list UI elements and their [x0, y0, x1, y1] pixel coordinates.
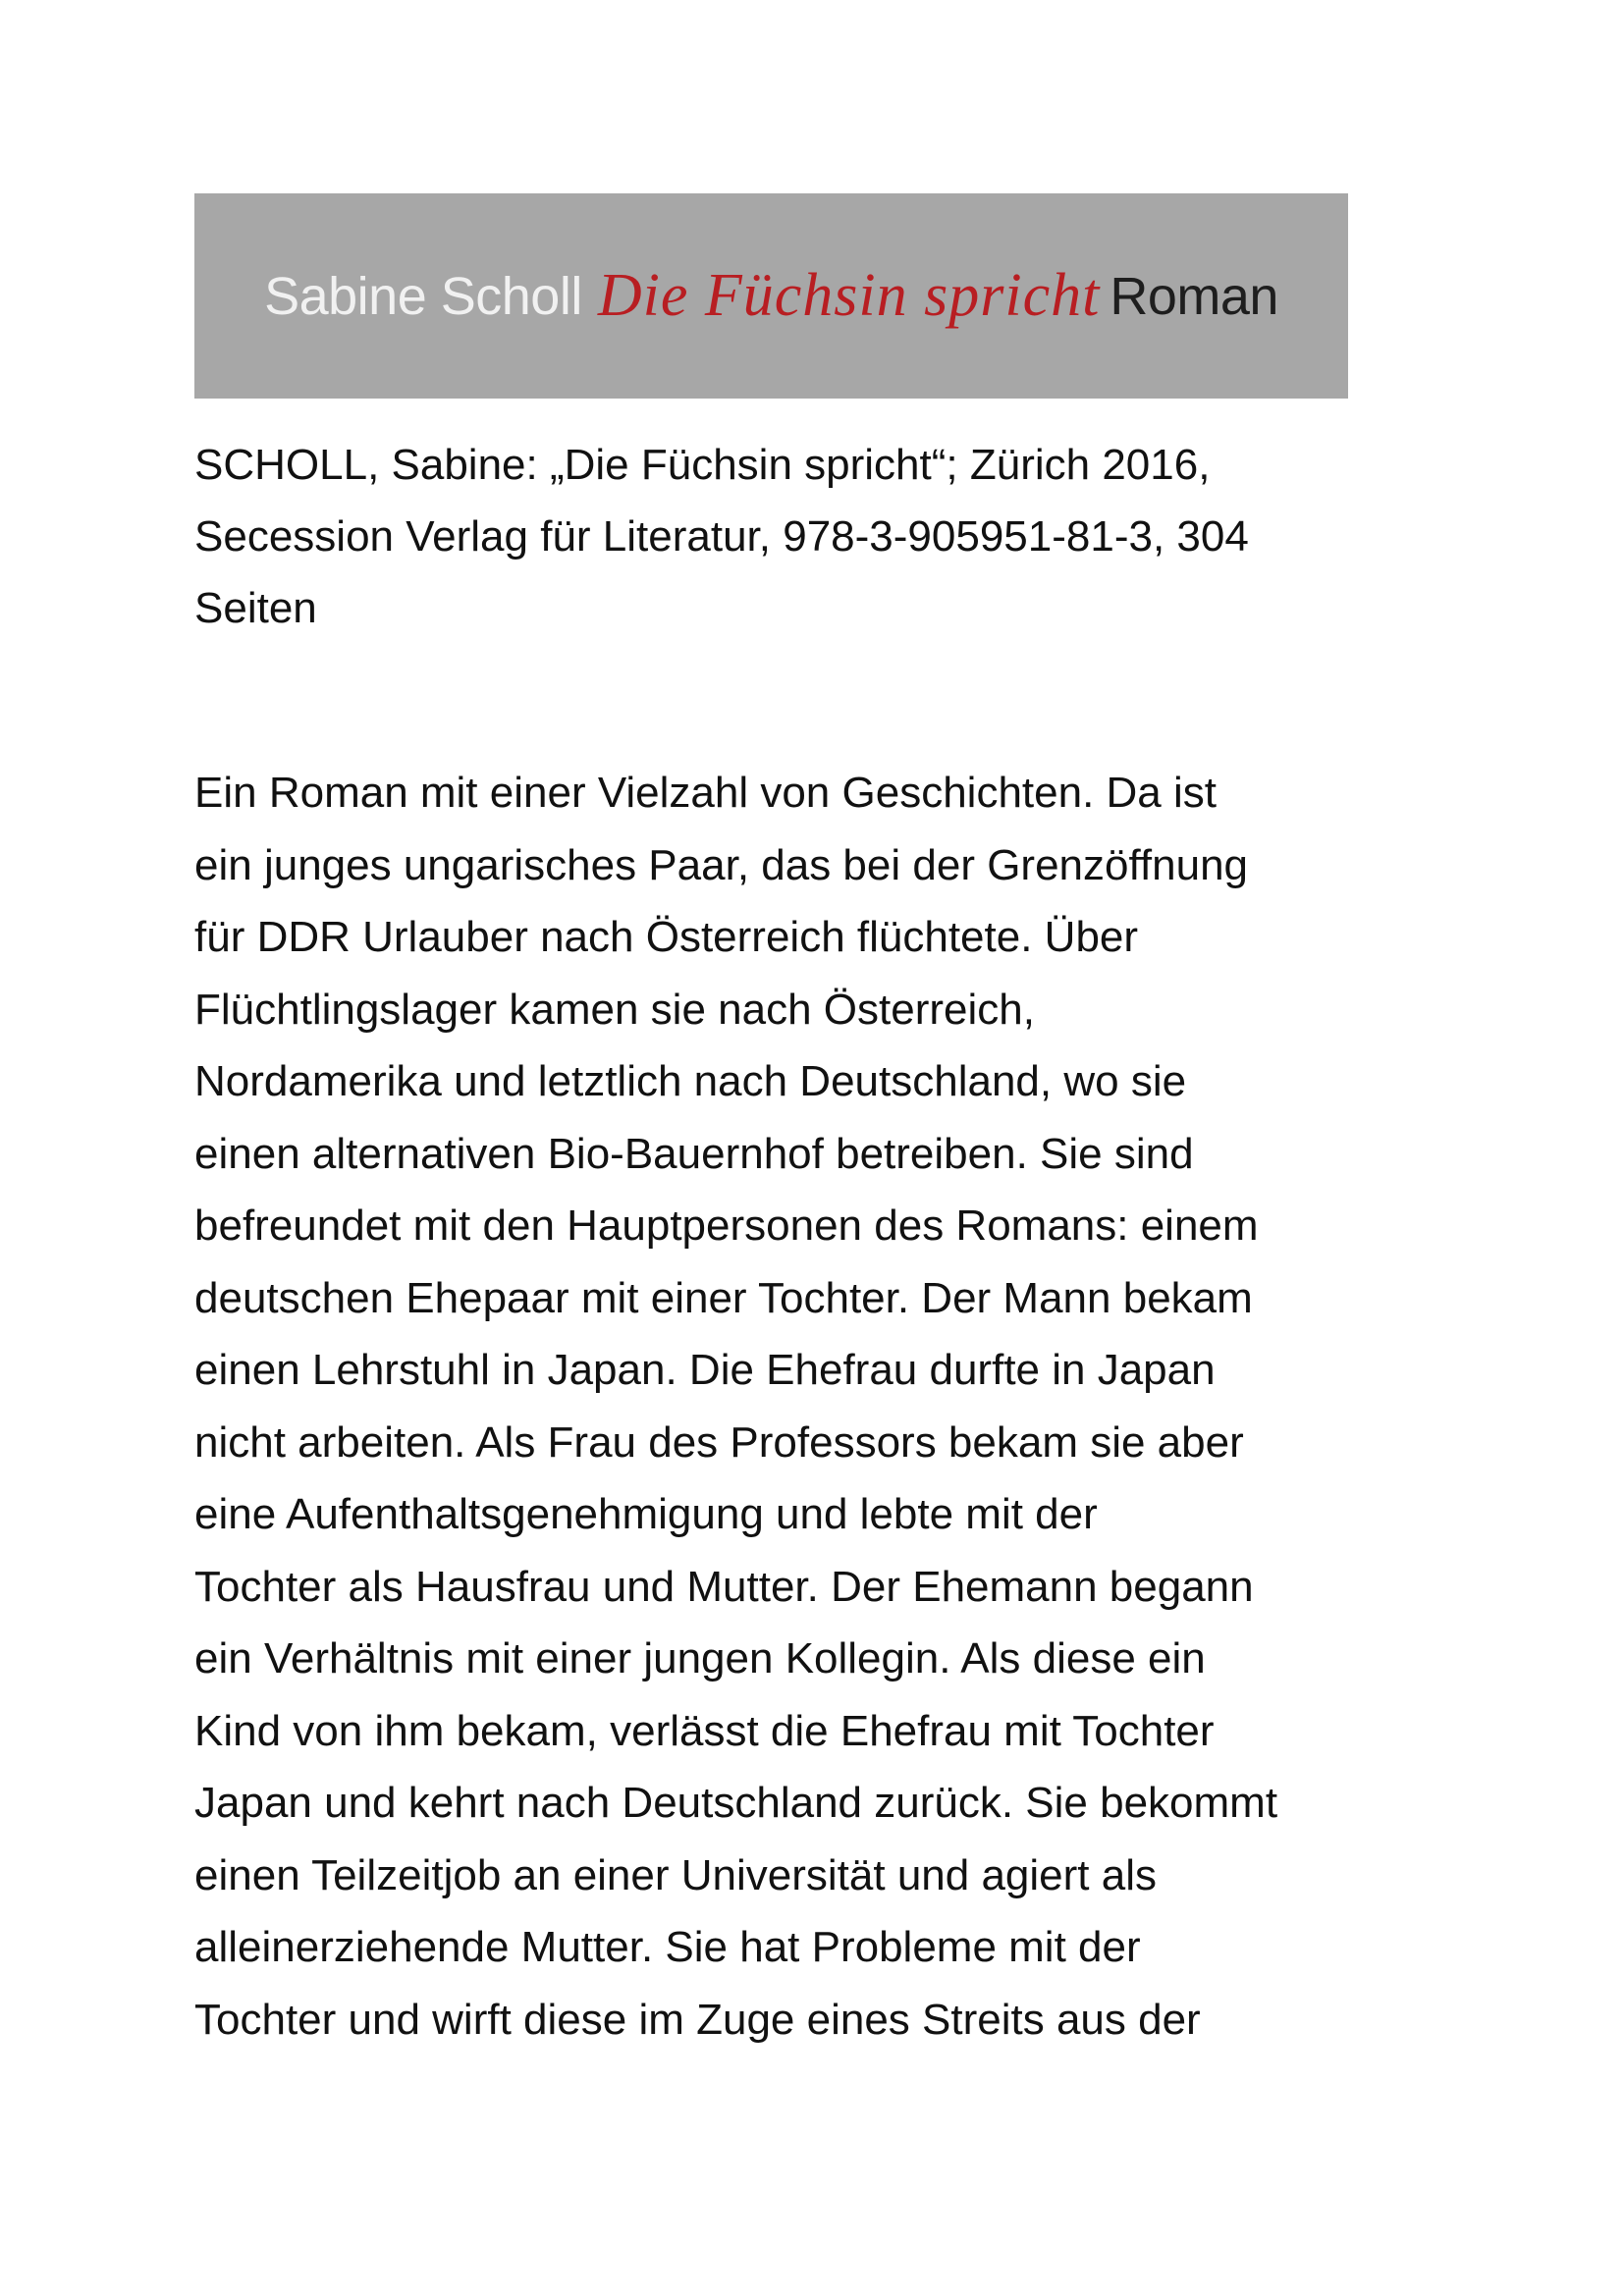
- citation-line: Seiten: [194, 584, 317, 632]
- review-line: ein junges ungarisches Paar, das bei der Grenzöffnung: [194, 840, 1249, 889]
- review-line: einen Lehrstuhl in Japan. Die Ehefrau durfte in Japan: [194, 1346, 1216, 1394]
- bibliographic-citation: [194, 429, 1471, 644]
- review-line: einen Teilzeitjob an einer Universität und agiert als: [194, 1850, 1157, 1899]
- citation-line: Secession Verlag für Literatur, 978-3-905951-81-3, 304: [194, 512, 1249, 561]
- review-line: deutschen Ehepaar mit einer Tochter. Der Mann bekam: [194, 1273, 1253, 1322]
- review-line: Tochter als Hausfrau und Mutter. Der Ehemann begann: [194, 1562, 1254, 1611]
- banner-author: Sabine Scholl: [264, 266, 582, 326]
- review-line: befreundet mit den Hauptpersonen des Romans: einem: [194, 1201, 1259, 1250]
- review-line: Tochter und wirft diese im Zuge eines Streits aus der: [194, 1995, 1201, 2044]
- book-cover-banner: [194, 193, 1348, 399]
- review-line: Flüchtlingslager kamen sie nach Österreich,: [194, 985, 1035, 1034]
- review-line: einen alternativen Bio-Bauernhof betreiben. Sie sind: [194, 1129, 1194, 1178]
- review-line: Kind von ihm bekam, verlässt die Ehefrau mit Tochter: [194, 1706, 1215, 1755]
- citation-line: SCHOLL, Sabine: „Die Füchsin spricht“; Zürich 2016,: [194, 441, 1211, 489]
- review-line: nicht arbeiten. Als Frau des Professors bekam sie aber: [194, 1417, 1244, 1467]
- review-line: Ein Roman mit einer Vielzahl von Geschichten. Da ist: [194, 769, 1218, 817]
- review-line: ein Verhältnis mit einer jungen Kollegin. Als diese ein: [194, 1634, 1206, 1682]
- review-line: alleinerziehende Mutter. Sie hat Probleme mit der: [194, 1923, 1141, 1971]
- banner-genre: Roman: [1110, 266, 1278, 326]
- review-line: Nordamerika und letztlich nach Deutschland, wo sie: [194, 1057, 1187, 1105]
- review-line: eine Aufenthaltsgenehmigung und lebte mit der: [194, 1490, 1098, 1538]
- review-paragraph: [194, 757, 1490, 2056]
- banner-title: Die Füchsin spricht: [597, 262, 1101, 329]
- review-line: Japan und kehrt nach Deutschland zurück. Sie bekommt: [194, 1779, 1278, 1827]
- review-line: für DDR Urlauber nach Österreich flüchtete. Über: [194, 913, 1139, 961]
